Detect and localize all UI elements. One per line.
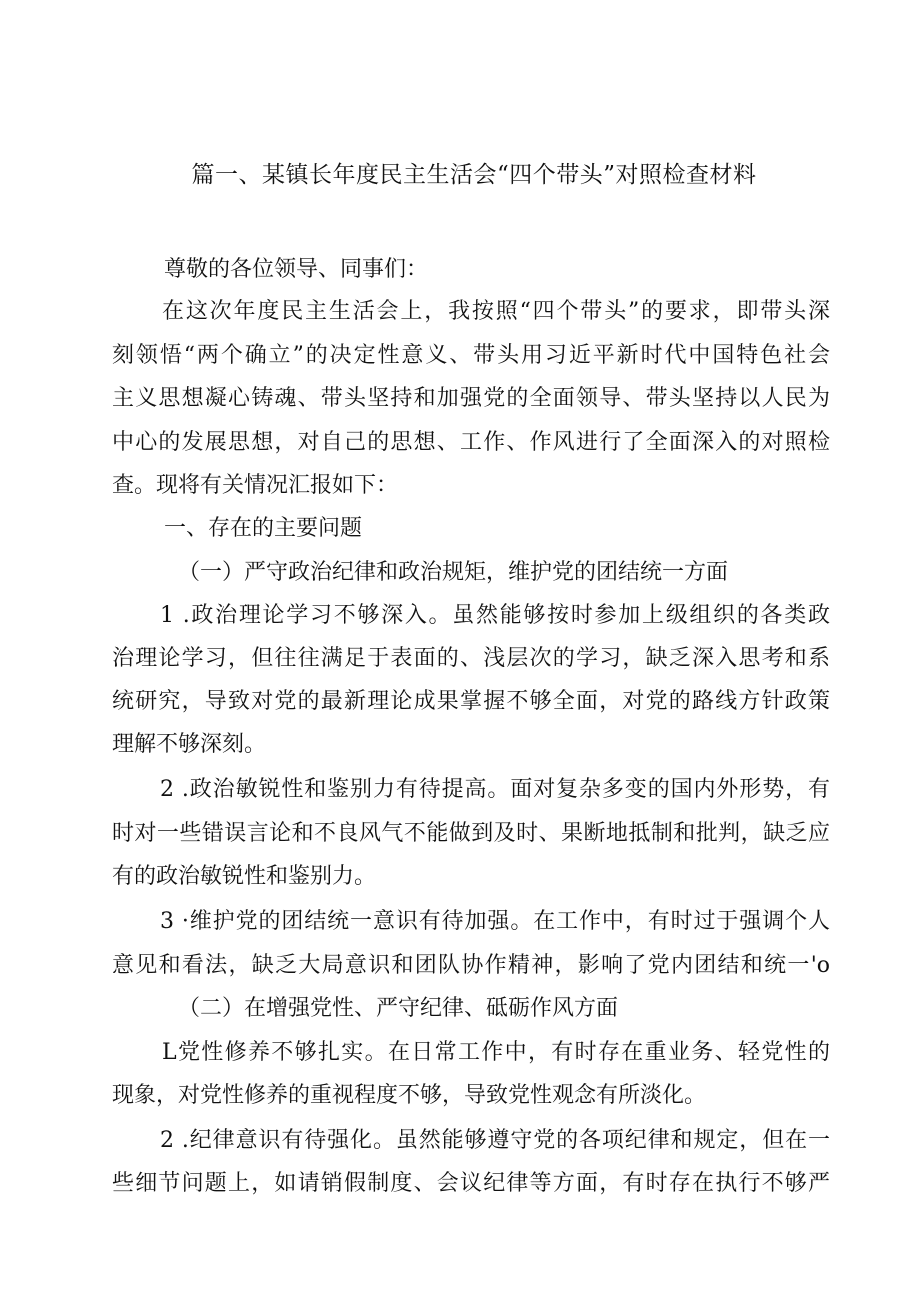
item-3-line-2: 意见和看法，缺乏大局意识和团队协作精神，影响了党内团结和统一'o [112,953,830,978]
sub-heading-1: （一）严守政治纪律和政治规矩，维护党的团结统一方面 [178,560,729,585]
item-2-line-2: 时对一些错误言论和不良风气不能做到及时、果断地抵制和批判，缺乏应 [112,821,830,846]
intro-line-4: 中心的发展思想，对自己的思想、工作、作风进行了全面深入的对照检 [112,430,830,455]
item-1-line-4: 理解不够深刻。 [112,732,267,757]
intro-line-5: 查。现将有关情况汇报如下： [112,473,399,498]
section-heading: 一、存在的主要问题 [164,516,363,541]
intro-line-3: 主义思想凝心铸魂、带头坚持和加强党的全面领导、带头坚持以人民为 [112,386,830,411]
item-2-line-1: 2 .政治敏锐性和鉴别力有待提高。面对复杂多变的国内外形势，有 [160,777,830,802]
document-title: 篇一、某镇长年度民主生活会“四个带头”对照检查材料 [191,162,757,188]
sub-heading-2: （二）在增强党性、严守纪律、砥砺作风方面 [178,996,619,1021]
item-4-line-1: L党性修养不够扎实。在日常工作中，有时存在重业务、轻党性的 [162,1040,830,1065]
item-4-line-2: 现象，对党性修养的重视程度不够，导致党性观念有所淡化。 [112,1083,707,1108]
item-1-line-3: 统研究，导致对党的最新理论成果掌握不够全面，对党的路线方针政策 [112,689,830,714]
item-2-line-3: 有的政治敏锐性和鉴别力。 [112,864,377,889]
intro-line-2: 刻领悟“两个确立”的决定性意义、带头用习近平新时代中国特色社会 [112,343,830,368]
salutation: 尊敬的各位领导、同事们： [164,257,429,282]
intro-line-1: 在这次年度民主生活会上，我按照“四个带头”的要求，即带头深 [162,299,830,324]
item-1-line-1: 1 .政治理论学习不够深入。虽然能够按时参加上级组织的各类政 [160,603,830,628]
item-1-line-2: 治理论学习，但往往满足于表面的、浅层次的学习，缺乏深入思考和系 [112,646,830,671]
item-3-line-1: 3 ·维护党的团结统一意识有待加强。在工作中，有时过于强调个人 [160,909,830,934]
item-5-line-2: 些细节问题上，如请销假制度、会议纪律等方面，有时存在执行不够严 [112,1171,830,1196]
item-5-line-1: 2 .纪律意识有待强化。虽然能够遵守党的各项纪律和规定，但在一 [160,1128,830,1153]
